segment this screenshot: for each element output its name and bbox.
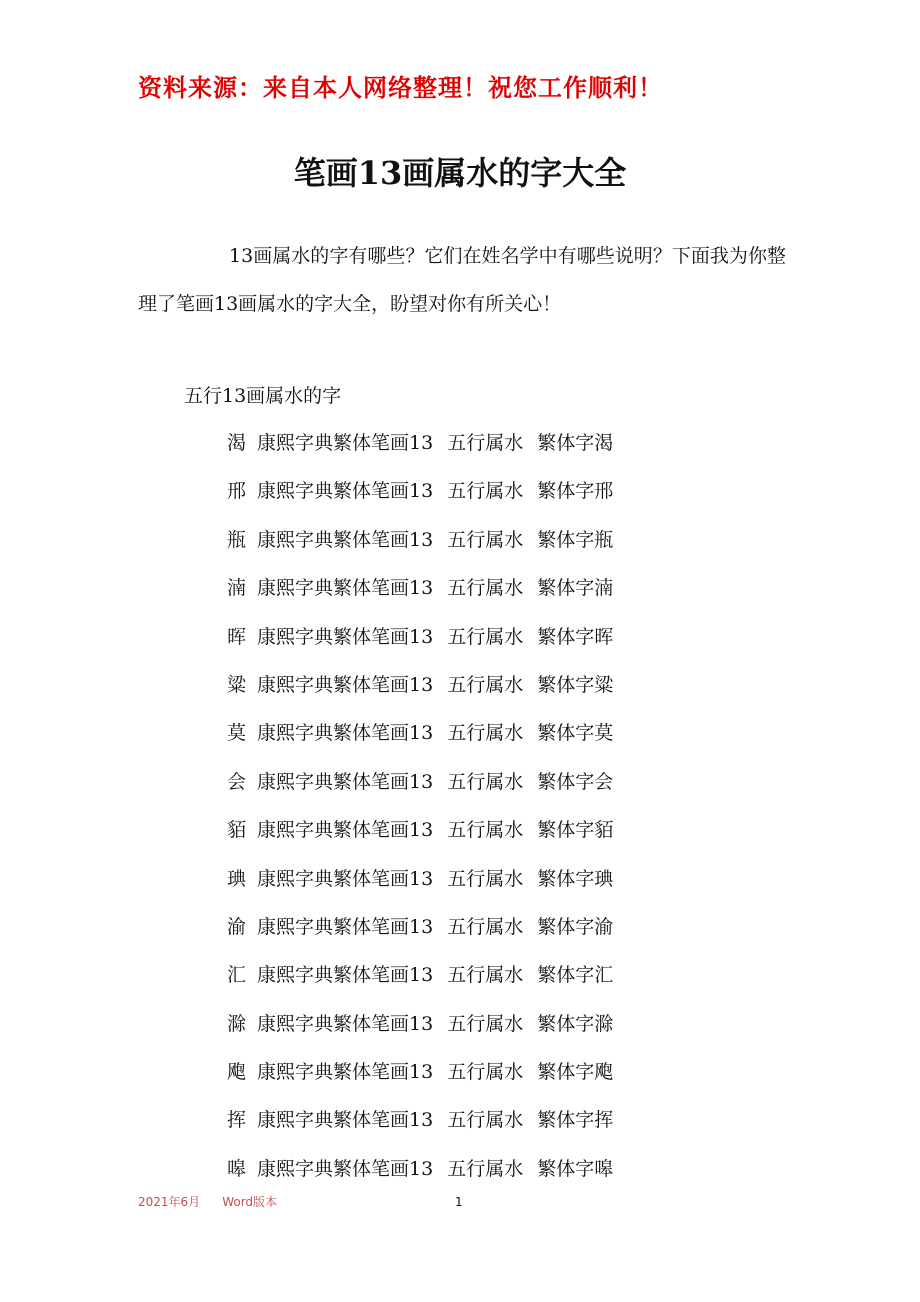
list-item [227,910,613,958]
entry-element: 五行属水 [447,1157,524,1180]
list-item [227,474,613,522]
footer-left [138,1193,277,1211]
entry-stroke-source: 康熙字典繁体笔画13 [257,867,434,890]
entry-traditional: 繁体字汇 [537,964,614,987]
entry-stroke-source: 康熙字典繁体笔画13 [257,1061,434,1084]
entry-stroke-source: 康熙字典繁体笔画13 [257,819,434,842]
entry-character: 粱 [227,673,247,696]
entry-traditional: 繁体字飑 [537,1061,614,1084]
list-item [227,1103,613,1151]
entry-traditional: 繁体字莫 [537,722,614,745]
entry-element: 五行属水 [447,770,524,793]
entry-element: 五行属水 [447,1109,524,1132]
entry-character: 滁 [227,1012,247,1035]
entry-element: 五行属水 [447,1012,524,1035]
list-item [227,571,613,619]
entry-traditional: 繁体字湳 [537,577,614,600]
entry-character: 晖 [227,625,247,648]
entry-traditional: 繁体字挥 [537,1109,614,1132]
intro-paragraph: 13画属水的字有哪些？它们在姓名学中有哪些说明？下面我为你整理了笔画13画属水的字大全，盼望对你有所关心！ [138,245,786,315]
entry-character: 渴 [227,432,247,454]
entry-character: 会 [227,770,247,793]
entry-element: 五行属水 [447,480,524,503]
entry-traditional: 繁体字瓶 [537,528,614,551]
entry-traditional: 繁体字渴 [537,432,614,454]
entry-stroke-source: 康熙字典繁体笔画13 [257,722,434,745]
entry-stroke-source: 康熙字典繁体笔画13 [257,1109,434,1132]
entry-stroke-source: 康熙字典繁体笔画13 [257,1157,434,1180]
footer-page-number: 1 [455,1195,463,1209]
entry-stroke-source: 康熙字典繁体笔画13 [257,673,434,696]
document-title: 笔画13画属水的字大全 [293,154,627,192]
entry-stroke-source: 康熙字典繁体笔画13 [257,432,434,454]
list-item [227,813,613,861]
entry-element: 五行属水 [447,528,524,551]
entry-stroke-source: 康熙字典繁体笔画13 [257,1012,434,1035]
list-item [227,716,613,764]
entry-traditional: 繁体字貊 [537,819,614,842]
entry-element: 五行属水 [447,867,524,890]
entry-character: 瓶 [227,528,247,551]
list-item [227,958,613,1006]
entry-character: 貊 [227,819,247,842]
entry-traditional: 繁体字滁 [537,1012,614,1035]
entry-character: 湳 [227,577,247,600]
entry-element: 五行属水 [447,673,524,696]
list-item [227,668,613,716]
entry-stroke-source: 康熙字典繁体笔画13 [257,528,434,551]
entry-character: 汇 [227,964,247,987]
section-heading: 五行13画属水的字 [184,385,342,407]
entry-traditional: 繁体字琠 [537,867,614,890]
entry-element: 五行属水 [447,432,524,454]
entry-traditional: 繁体字粱 [537,673,614,696]
list-item [227,1007,613,1055]
entry-character: 挥 [227,1109,247,1132]
entry-character: 邢 [227,480,247,503]
entry-stroke-source: 康熙字典繁体笔画13 [257,915,434,938]
entry-traditional: 繁体字会 [537,770,614,793]
footer-version: Word版本 [222,1195,278,1209]
entry-traditional: 繁体字邢 [537,480,614,503]
list-item [227,523,613,571]
entry-element: 五行属水 [447,625,524,648]
list-item [227,1152,613,1200]
entry-element: 五行属水 [447,915,524,938]
entry-character: 飑 [227,1061,247,1084]
entry-character: 渝 [227,915,247,938]
list-item [227,862,613,910]
entry-character: 嗥 [227,1157,247,1180]
entry-traditional: 繁体字晖 [537,625,614,648]
character-list [227,426,613,1200]
entry-stroke-source: 康熙字典繁体笔画13 [257,625,434,648]
entry-traditional: 繁体字嗥 [537,1157,614,1180]
list-item [227,426,613,474]
entry-character: 莫 [227,722,247,745]
entry-element: 五行属水 [447,577,524,600]
entry-traditional: 繁体字渝 [537,915,614,938]
list-item [227,620,613,668]
entry-element: 五行属水 [447,1061,524,1084]
entry-element: 五行属水 [447,964,524,987]
source-banner: 资料来源：来自本人网络整理！祝您工作顺利！ [138,74,663,102]
entry-element: 五行属水 [447,722,524,745]
entry-stroke-source: 康熙字典繁体笔画13 [257,577,434,600]
entry-stroke-source: 康熙字典繁体笔画13 [257,480,434,503]
footer-date: 2021年6月 [138,1195,201,1209]
entry-element: 五行属水 [447,819,524,842]
list-item [227,1055,613,1103]
list-item [227,765,613,813]
entry-stroke-source: 康熙字典繁体笔画13 [257,964,434,987]
entry-stroke-source: 康熙字典繁体笔画13 [257,770,434,793]
entry-character: 琠 [227,867,247,890]
